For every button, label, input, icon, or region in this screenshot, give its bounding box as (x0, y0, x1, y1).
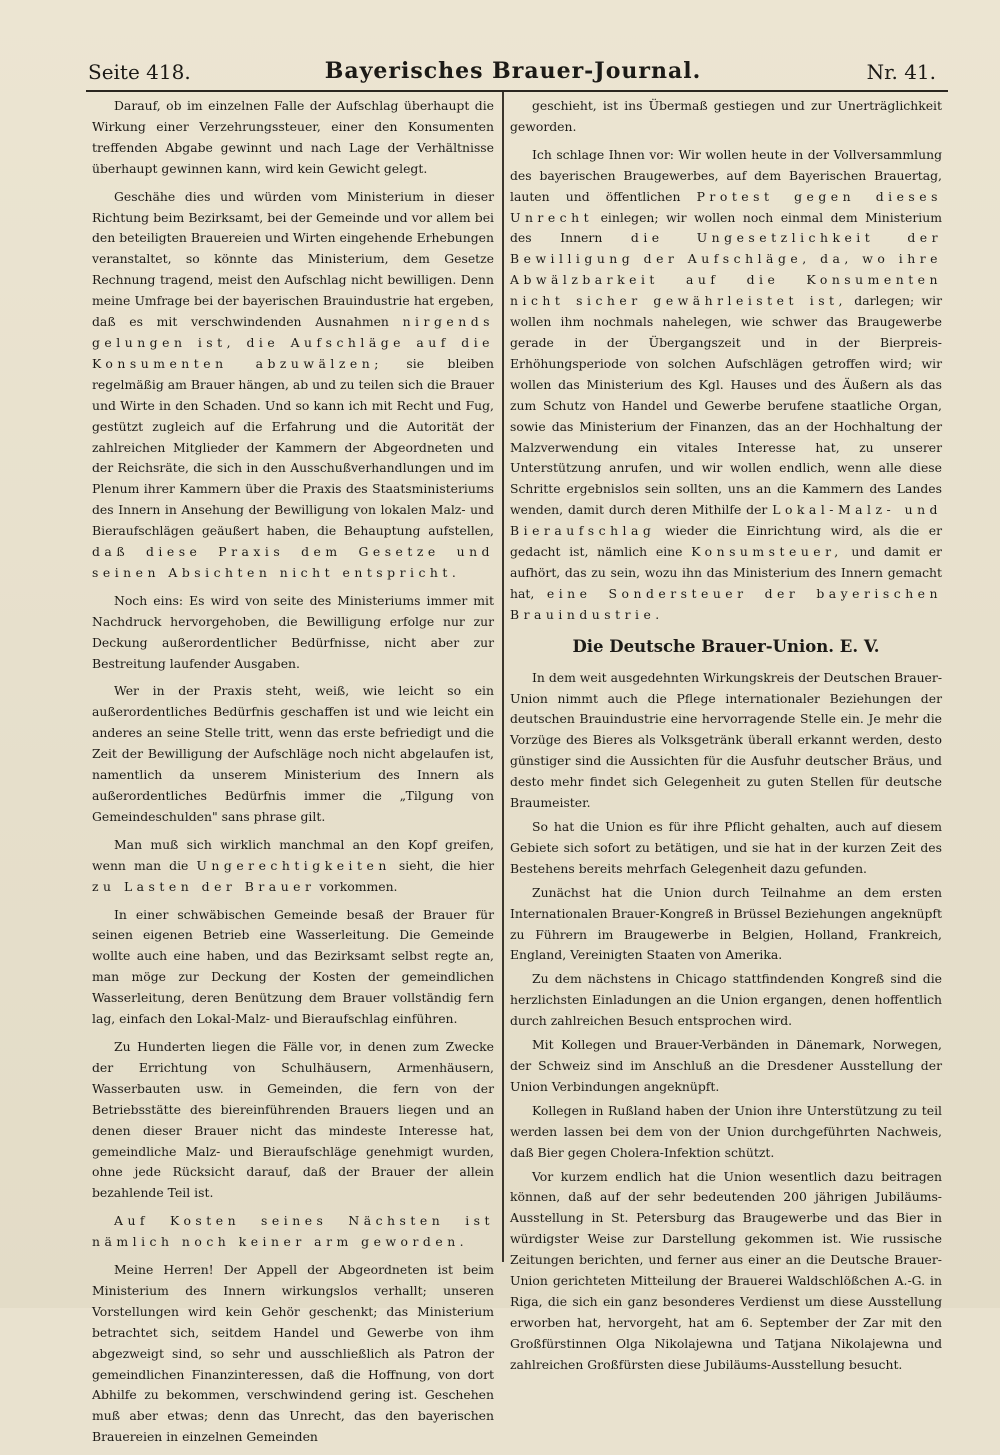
paragraph: In einer schwäbischen Gemeinde besaß der Brauer für seinen eigenen Betrieb eine Wasserleitung. Die Gemeinde wollte auch eine haben, und das Bezirksamt selbst regte an, man möge zur Deckung der Kosten der gemeindlichen Wasserleitung, deren Benützung dem Brauer vollständig fern lag, einfach den Lokal-Malz- und Bieraufschlag einführen. (92, 906, 494, 1027)
paragraph: Noch eins: Es wird von seite des Ministeriums immer mit Nachdruck hervorgehoben, die Bewilligung erfolge nur zur Deckung außerordentlicher Bedürfnisse, nicht aber zur Bestreitung laufender Ausgaben. (92, 592, 494, 671)
paragraph: Kollegen in Rußland haben der Union ihre Unterstützung zu teil werden lassen bei dem von der Union durchgeführten Nachweis, daß Bier gegen Cholera-Infektion schützt. (510, 1102, 942, 1160)
paragraph: Meine Herren! Der Appell der Abgeordneten ist beim Ministerium des Innern wirkungslos verhallt; unseren Vorstellungen wird kein Gehör geschenkt; das Ministerium betrachtet sich, seitdem Handel und Gewerbe von ihm abgezweigt sind, so sehr und ausschließlich als Patron der gemeindlichen Finanzinteressen, daß die Hoffnung, von dort Abhilfe zu bekommen, verschwindend gering ist. Geschehen muß aber etwas; denn das Unrecht, das den bayerischen Brauereien in einzelnen Gemeinden (92, 1262, 494, 1445)
spaced-emphasis: eine Sondersteuer der bayerischen Brauindustrie. (510, 585, 942, 622)
right-column (510, 96, 942, 1379)
paragraph (92, 187, 494, 584)
paragraph: In dem weit ausgedehnten Wirkungskreis der Deutschen Brauer-Union nimmt auch die Pflege internationaler Beziehungen der deutschen Brauindustrie eine hervorragende Stelle ein. Je mehr die Vorzüge des Bieres als Volksgetränk überall erkannt werden, desto günstiger sind die Aussichten für die Ausfuhr deutscher Bräus, und desto mehr findet sich Gelegenheit zu guten Stellen für deutsche Braumeister. (510, 669, 942, 811)
header-rule (86, 90, 948, 92)
paragraph (92, 835, 494, 898)
paragraph-text: einlegen; wir wollen noch einmal dem Ministerium des Innern (510, 209, 942, 246)
paragraph-text: und damit er aufhört, das zu sein, wozu ihn das Ministerium des Innern gemacht hat, (510, 544, 942, 601)
spaced-paragraph: Auf Kosten seines Nächsten ist nämlich noch keiner arm geworden. (92, 1213, 494, 1250)
spaced-emphasis: Lokal-Malz- und Bieraufschlag (510, 502, 942, 539)
paragraph: Wer in der Praxis steht, weiß, wie leicht so ein außerordentliches Bedürfnis geschaffen ist und wie leicht ein anderes an seine Stelle tritt, wenn das erste befriedigt und die Zeit der Bewilligung der Aufschläge noch nicht abgelaufen ist, namentlich da unserem Ministerium des Innern als außerordentliches Bedürfnis immer die „Tilgung von Gemeindeschulden" sans phrase gilt. (92, 683, 494, 824)
paragraph-text: darlegen; wir wollen ihm nochmals nahelegen, wie schwer das Braugewerbe gerade in der Übergangszeit und in der Bierpreis-Erhöhungsperiode von solchen Aufschlägen getroffen wird; wir wollen das Ministerium des Kgl. Hauses und des Äußern als das zum Schutz von Handel und Gewerbe berufene staatliche Organ, sowie das Ministerium der Finanzen, das an der Hochhaltung der Malzverwendung ein vitales Interesse hat, zu unserer Unterstützung anrufen, und wir wollen endlich, wenn alle diese Schritte ergebnislos sein sollten, uns an die Kammern des Landes wenden, damit durch deren Mithilfe der (510, 293, 942, 518)
spaced-emphasis: zu Lasten der Brauer (92, 878, 316, 894)
left-column (92, 96, 494, 1455)
issue-number: Nr. 41. (866, 60, 936, 84)
paragraph-text: Geschähe dies und würden vom Ministerium in dieser Richtung beim Bezirksamt, bei der Gemeinde und vor allem bei den beteiligten Brauereien und Wirten eingehende Erhebungen veranstaltet, so könnte das Ministerium, dem Gesetze Rechnung tragend, meist den Aufschlag nicht bewilligen. Denn meine Umfrage bei der bayerischen Brauindustrie hat ergeben, daß es mit verschwindenden Ausnahmen (92, 188, 494, 330)
spaced-emphasis: nirgends gelungen ist, die Aufschläge auf die Konsumenten abzuwälzen; (92, 314, 494, 371)
spaced-emphasis: daß diese Praxis dem Gesetze und seinen Absichten nicht entspricht. (92, 544, 494, 580)
paragraph: Vor kurzem endlich hat die Union wesentlich dazu beitragen können, daß auf der sehr bedeutenden 200 jährigen Jubiläums-Ausstellung in St. Petersburg das Braugewerbe und das Bier in würdigster Weise zur Darstellung gekommen ist. Wie russische Zeitungen berichten, und ferner aus einer an die Deutsche Brauer-Union gerichteten Mitteilung der Brauerei Waldschlößchen A.-G. in Riga, die sich ein ganz besonderes Verdienst um diese Ausstellung erworben hat, hervorgeht, hat am 6. September der Zar mit den Großfürstinnen Olga Nikolajewna und Tatjana Nikolajewna und zahlreichen Großfürsten diese Jubiläums-Ausstellung besucht. (510, 1168, 942, 1372)
paragraph: So hat die Union es für ihre Pflicht gehalten, auch auf diesem Gebiete sich sofort zu betätigen, und sie hat in der kurzen Zeit des Bestehens bereits mehrfach Gelegenheit dazu gefunden. (510, 819, 942, 876)
paragraph: geschieht, ist ins Übermaß gestiegen und zur Unerträglichkeit geworden. (510, 98, 942, 134)
paragraph: Zu dem nächstens in Chicago stattfindenden Kongreß sind die herzlichsten Einladungen an die Union ergangen, denen hoffentlich durch zahlreichen Besuch entsprochen wird. (510, 971, 942, 1029)
page-header (86, 52, 940, 88)
column-divider (502, 92, 504, 1262)
spaced-emphasis: Ungerechtigkeiten (196, 857, 391, 873)
paragraph-text: sieht, die hier (398, 857, 495, 873)
section-title: Die Deutsche Brauer-Union. E. V. (572, 636, 880, 656)
spaced-emphasis: die Ungesetzlichkeit der Bewilligung der Aufschläge, da, wo ihre Abwälzbarkeit auf die Konsumenten nicht sicher gewährleistet ist, (510, 230, 943, 309)
paragraph (510, 145, 942, 626)
paragraph-text: Ich schlage Ihnen vor: Wir wollen heute in der Vollversammlung des bayerischen Braugewerbes, auf dem Bayerischen Brauertag, lauten und öffentlichen (510, 146, 942, 204)
spaced-emphasis: Protest gegen dieses Unrecht (510, 188, 942, 225)
paragraph-text: Man muß sich wirklich manchmal an den Kopf greifen, wenn man die (92, 836, 494, 873)
paragraph: Darauf, ob im einzelnen Falle der Aufschlag überhaupt die Wirkung einer Verzehrungssteuer, einer den Konsumenten treffenden Abgabe gewinnt und nach Lage der Verhältnisse überhaupt gewinnen kann, wird kein Gewicht gelegt. (92, 98, 494, 176)
page-number: Seite 418. (88, 60, 191, 84)
paragraph-text: vorkommen. (319, 878, 398, 894)
paragraph: Zu Hunderten liegen die Fälle vor, in denen zum Zwecke der Errichtung von Schulhäusern, Armenhäusern, Wasserbauten usw. in Gemeinden, die fern von der Betriebsstätte des biereinführenden Brauers liegen und an denen dieser Brauer nicht das mindeste Interesse hat, gemeindliche Malz- und Bieraufschläge genehmigt wurden, ohne jede Rücksicht darauf, daß der Brauer der allein bezahlende Teil ist. (92, 1038, 494, 1201)
paragraph: Mit Kollegen und Brauer-Verbänden in Dänemark, Norwegen, der Schweiz sind im Anschluß an die Dresdener Ausstellung der Union Verbindungen angeknüpft. (510, 1037, 942, 1094)
paragraph-text: wieder die Einrichtung wird, als die er gedacht ist, nämlich eine (510, 523, 942, 560)
paragraph-text: sie bleiben regelmäßig am Brauer hängen, ab und zu teilen sich die Brauer und Wirte in den Schaden. Und so kann ich mit Recht und Fug, gestützt zugleich auf die Erfahrung und die Autorität der zahlreichen Mitglieder der Kammern der Abgeordneten und der Reichsräte, die sich in den Ausschußverhandlungen und im Plenum ihrer Kammern über die Praxis des Staatsministeriums des Innern in Ansehung der Bewilligung von lokalen Malz- und Bieraufschlägen geäußert haben, die Behauptung aufstellen, (92, 355, 494, 539)
journal-title: Bayerisches Brauer-Journal. (324, 58, 702, 84)
paragraph: Zunächst hat die Union durch Teilnahme an dem ersten Internationalen Brauer-Kongreß in Brüssel Beziehungen angeknüpft zu Führern im Braugewerbe in Belgien, Holland, Frankreich, England, Vereinigten Staaten von Amerika. (510, 884, 942, 963)
spaced-emphasis: Konsumsteuer, (691, 544, 843, 560)
